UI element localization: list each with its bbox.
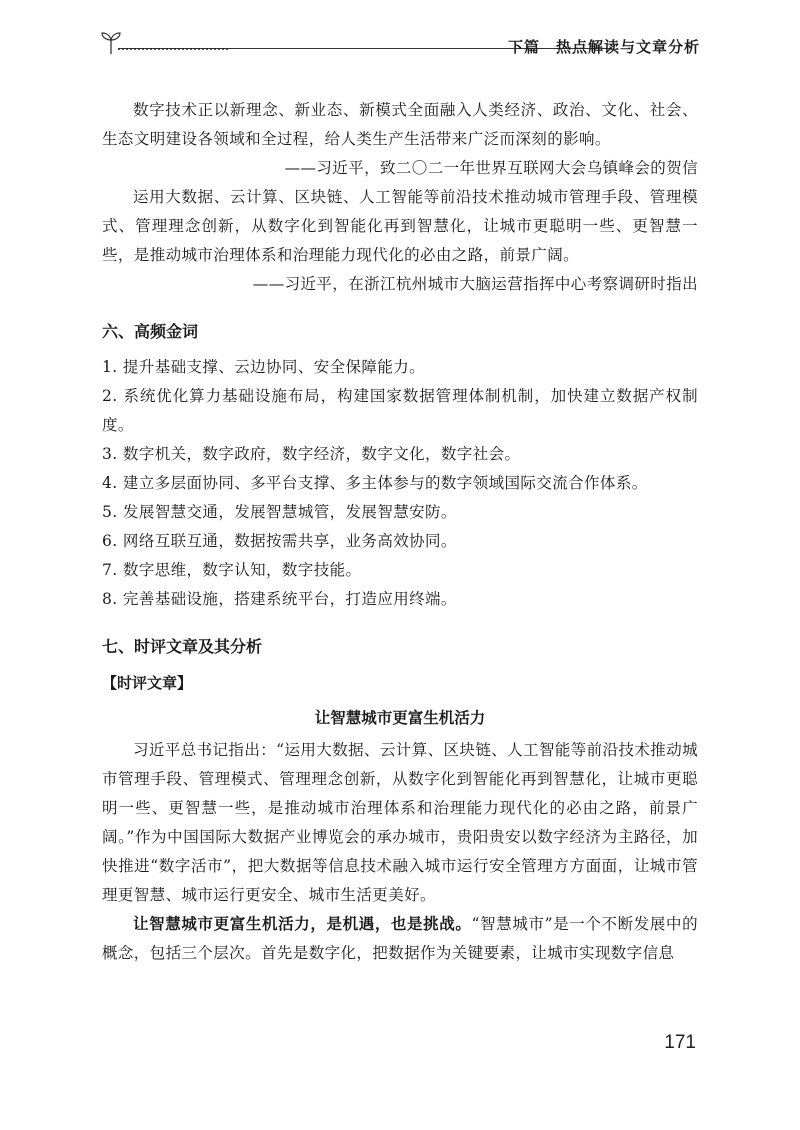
keyword-item-5: 5. 发展智慧交通，发展智慧城管，发展智慧安防。 [102, 503, 457, 521]
keyword-item-6: 6. 网络互联互通，数据按需共享，业务高效协同。 [102, 532, 457, 550]
keyword-item-3: 3. 数字机关，数字政府，数字经济，数字文化，数字社会。 [102, 445, 521, 463]
keyword-item-1: 1. 提升基础支撑、云边协同、安全保障能力。 [102, 358, 426, 376]
quote-1-source: ——习近平，致二〇二一年世界互联网大会乌镇峰会的贺信 [284, 159, 698, 177]
header-label: 下篇 热点解读与文章分析 [507, 38, 700, 56]
article-paragraph-1: 习近平总书记指出：“运用大数据、云计算、区块链、人工智能等前沿技术推动城市管理手段、管理模式、管理理念创新，从数字化到智能化再到智慧化，让城市更聪明一些、更智慧一些，是推动城市治理体系和治理能力现代化的必由之路，前景广阔。”作为中国国际大数据产业博览会的承办城市，贵阳贵安以数字经济为主路径，加快推进“数字活市”，把大数据等信息技术融入城市运行安全管理方方面面，让城市管理更智慧、城市运行更安全、城市生活更美好。 [102, 741, 698, 904]
keyword-item-2: 2. 系统优化算力基础设施布局，构建国家数据管理体制机制，加快建立数据产权制度。 [102, 387, 698, 434]
article-paragraph-2-lead: 让智慧城市更富生机活力，是机遇，也是挑战。 [133, 915, 472, 933]
quote-1-text: 数字技术正以新理念、新业态、新模式全面融入人类经济、政治、文化、社会、生态文明建设各领域和全过程，给人类生产生活带来广泛而深刻的影响。 [102, 101, 698, 148]
section-6-heading: 六、高频金词 [102, 322, 199, 341]
keyword-item-8: 8. 完善基础设施，搭建系统平台，打造应用终端。 [102, 590, 457, 608]
keyword-item-4: 4. 建立多层面协同、多平台支撑、多主体参与的数字领域国际交流合作体系。 [102, 474, 648, 492]
keyword-item-7: 7. 数字思维，数字认知，数字技能。 [102, 561, 362, 579]
page-content [102, 96, 698, 968]
article-paragraph-2 [102, 910, 698, 968]
commentary-label: 【时评文章】 [102, 674, 193, 692]
article-paragraph-2-body: “智慧城市”是一个不断发展中的概念，包括三个层次。首先是数字化，把数据作为关键要素，让城市实现数字信息 [102, 915, 698, 962]
page-number: 171 [664, 1032, 696, 1053]
article-title: 让智慧城市更富生机活力 [314, 709, 486, 727]
running-header [100, 30, 700, 62]
quote-2-text: 运用大数据、云计算、区块链、人工智能等前沿技术推动城市管理手段、管理模式、管理理念创新，从数字化到智能化再到智慧化，让城市更聪明一些、更智慧一些，是推动城市治理体系和治理能力现代化的必由之路，前景广阔。 [102, 188, 698, 264]
quote-2-source: ——习近平，在浙江杭州城市大脑运营指挥中心考察调研时指出 [252, 275, 698, 293]
sprout-icon [100, 30, 122, 56]
section-7-heading: 七、时评文章及其分析 [102, 637, 263, 656]
